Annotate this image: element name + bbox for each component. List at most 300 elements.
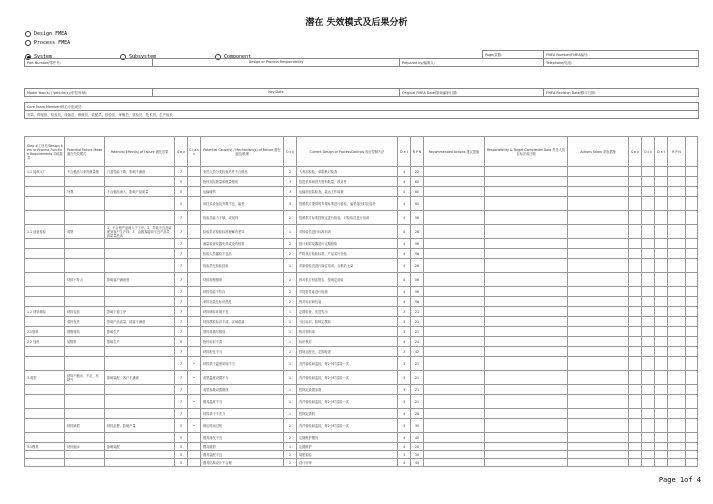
failure-mode-cell[interactable] [65, 297, 105, 307]
occ-cell[interactable]: 1 [284, 409, 297, 419]
empty-cell[interactable] [424, 451, 485, 459]
item-cell[interactable] [25, 395, 65, 409]
empty-cell[interactable] [686, 419, 698, 433]
det-cell[interactable]: 4 [398, 287, 411, 297]
item-cell[interactable] [25, 347, 65, 357]
failure-mode-cell[interactable]: 领错材料 [65, 327, 105, 337]
control-cell[interactable]: 核对标识和包装 [297, 297, 398, 307]
empty-cell[interactable] [655, 211, 668, 225]
class-cell[interactable]: * [188, 371, 201, 385]
empty-cell[interactable] [424, 395, 485, 409]
empty-cell[interactable] [655, 409, 668, 419]
det-cell[interactable]: 3 [398, 357, 411, 371]
rpn-cell[interactable]: 28 [411, 409, 424, 419]
empty-cell[interactable] [424, 307, 485, 317]
det-cell[interactable]: 3 [398, 307, 411, 317]
sev-cell[interactable]: 7 [175, 395, 188, 409]
class-cell[interactable] [188, 225, 201, 239]
empty-cell[interactable] [642, 317, 655, 327]
empty-cell[interactable] [642, 177, 655, 187]
empty-cell[interactable] [485, 395, 568, 409]
rpn-cell[interactable]: 21 [411, 357, 424, 371]
empty-cell[interactable] [629, 297, 642, 307]
empty-cell[interactable] [668, 395, 686, 409]
empty-cell[interactable] [686, 297, 698, 307]
cause-cell[interactable]: 材料规格错误 [201, 273, 284, 287]
empty-cell[interactable] [642, 395, 655, 409]
empty-cell[interactable] [568, 307, 629, 317]
occ-cell[interactable]: 1 [284, 385, 297, 395]
class-cell[interactable] [188, 197, 201, 211]
failure-mode-cell[interactable] [65, 177, 105, 187]
det-cell[interactable]: 3 [398, 327, 411, 337]
cause-cell[interactable]: 检验员对检验标准理解有差异 [201, 225, 284, 239]
det-cell[interactable]: 3 [398, 347, 411, 357]
cause-cell[interactable]: 物料标识不清 [201, 337, 284, 347]
rpn-cell[interactable]: 30 [411, 451, 424, 459]
failure-mode-cell[interactable] [65, 385, 105, 395]
occ-cell[interactable]: 3 [284, 197, 297, 211]
control-cell[interactable]: 分区标识，按规定摆放 [297, 317, 398, 327]
item-cell[interactable]: 3.1模具 [25, 443, 65, 451]
failure-mode-cell[interactable] [65, 433, 105, 443]
det-cell[interactable]: 3 [398, 317, 411, 327]
cause-cell[interactable]: 成型温度设置不当 [201, 371, 284, 385]
empty-cell[interactable] [655, 249, 668, 259]
empty-cell[interactable] [686, 167, 698, 177]
det-cell[interactable]: 4 [398, 337, 411, 347]
sev-cell[interactable]: 7 [175, 327, 188, 337]
effect-cell[interactable]: 影响产品质量，顾客不满意 [105, 317, 175, 327]
empty-cell[interactable] [485, 287, 568, 297]
empty-cell[interactable] [629, 197, 642, 211]
empty-cell[interactable] [485, 297, 568, 307]
effect-cell[interactable] [105, 249, 175, 259]
item-cell[interactable]: 3.成型 [25, 371, 65, 385]
empty-cell[interactable] [655, 371, 668, 385]
rpn-cell[interactable]: 60 [411, 197, 424, 211]
empty-cell[interactable] [655, 177, 668, 187]
empty-cell[interactable] [655, 433, 668, 443]
effect-cell[interactable] [105, 297, 175, 307]
cause-cell[interactable]: 模具装配不良 [201, 451, 284, 459]
det-cell[interactable]: 4 [398, 297, 411, 307]
effect-cell[interactable] [105, 385, 175, 395]
empty-cell[interactable] [655, 297, 668, 307]
class-cell[interactable] [188, 443, 201, 451]
item-cell[interactable] [25, 197, 65, 211]
empty-cell[interactable] [668, 443, 686, 451]
sev-cell[interactable]: 7 [175, 385, 188, 395]
sev-cell[interactable]: 7 [175, 225, 188, 239]
empty-cell[interactable] [485, 249, 568, 259]
empty-cell[interactable] [629, 443, 642, 451]
part-number-field[interactable]: Part Number/零件号: [25, 59, 153, 67]
empty-cell[interactable] [668, 337, 686, 347]
effect-cell[interactable] [105, 211, 175, 225]
empty-cell[interactable] [485, 433, 568, 443]
sev-cell[interactable]: 5 [175, 419, 188, 433]
empty-cell[interactable] [642, 371, 655, 385]
effect-cell[interactable] [105, 357, 175, 371]
empty-cell[interactable] [485, 239, 568, 249]
det-cell[interactable]: 4 [398, 167, 411, 177]
control-cell[interactable]: 按规定设置参数 [297, 385, 398, 395]
empty-cell[interactable] [424, 249, 485, 259]
empty-cell[interactable] [424, 259, 485, 273]
empty-cell[interactable] [668, 177, 686, 187]
empty-cell[interactable] [655, 443, 668, 451]
empty-cell[interactable] [629, 395, 642, 409]
effect-cell[interactable] [105, 451, 175, 459]
class-cell[interactable] [188, 327, 201, 337]
rpn-cell[interactable]: 56 [411, 273, 424, 287]
effect-cell[interactable]: 影响生产 [105, 327, 175, 337]
empty-cell[interactable] [424, 443, 485, 451]
rpn-cell[interactable]: 56 [411, 211, 424, 225]
empty-cell[interactable] [655, 287, 668, 297]
control-cell[interactable]: 按计划对仪器进行定期校验 [297, 239, 398, 249]
class-cell[interactable] [188, 317, 201, 327]
control-cell[interactable]: 首件检验和巡检，每2小时巡检一次 [297, 357, 398, 371]
effect-cell[interactable]: 影响客户满意度 [105, 273, 175, 287]
rpn-cell[interactable]: 56 [411, 249, 424, 259]
empty-cell[interactable] [424, 433, 485, 443]
control-cell[interactable]: 首件检验和巡检，每2小时巡检一次 [297, 395, 398, 409]
failure-mode-cell[interactable] [65, 211, 105, 225]
control-cell[interactable]: 定期检查，先进先出 [297, 307, 398, 317]
empty-cell[interactable] [668, 187, 686, 197]
design-fmea-option[interactable] [25, 31, 67, 37]
rpn-cell[interactable]: 21 [411, 307, 424, 317]
empty-cell[interactable] [642, 211, 655, 225]
item-cell[interactable] [25, 259, 65, 273]
effect-cell[interactable]: 门盖性能下降，影响不满意 [105, 167, 175, 177]
occ-cell[interactable]: 1 [284, 225, 297, 239]
control-cell[interactable]: 按规定烘料 [297, 409, 398, 419]
empty-cell[interactable] [655, 395, 668, 409]
empty-cell[interactable] [668, 287, 686, 297]
empty-cell[interactable] [568, 259, 629, 273]
sev-cell[interactable]: 7 [175, 307, 188, 317]
effect-cell[interactable] [105, 259, 175, 273]
det-cell[interactable]: 4 [398, 459, 411, 467]
control-cell[interactable]: 标识核对 [297, 337, 398, 347]
occ-cell[interactable]: 2 [284, 239, 297, 249]
empty-cell[interactable] [485, 371, 568, 385]
control-cell[interactable]: 对材料性能进行检测 [297, 287, 398, 297]
empty-cell[interactable] [629, 211, 642, 225]
item-cell[interactable]: 2.2 加料 [25, 337, 65, 347]
empty-cell[interactable] [629, 433, 642, 443]
empty-cell[interactable] [629, 167, 642, 177]
control-cell[interactable]: 按规定配比，定期检查 [297, 347, 398, 357]
item-cell[interactable] [25, 211, 65, 225]
cause-cell[interactable]: 模具磨损 [201, 443, 284, 451]
empty-cell[interactable] [686, 177, 698, 187]
empty-cell[interactable] [655, 419, 668, 433]
empty-cell[interactable] [485, 409, 568, 419]
empty-cell[interactable] [686, 357, 698, 371]
control-cell[interactable]: 对检验员进行标准培训 [297, 225, 398, 239]
empty-cell[interactable] [568, 187, 629, 197]
det-cell[interactable]: 4 [398, 197, 411, 211]
empty-cell[interactable] [686, 443, 698, 451]
empty-cell[interactable] [642, 419, 655, 433]
empty-cell[interactable] [629, 371, 642, 385]
cause-cell[interactable]: 运输碰伤 [201, 187, 284, 197]
class-cell[interactable] [188, 259, 201, 273]
empty-cell[interactable] [668, 317, 686, 327]
sev-cell[interactable]: 7 [175, 357, 188, 371]
empty-cell[interactable] [655, 167, 668, 177]
empty-cell[interactable] [629, 273, 642, 287]
det-cell[interactable]: 3 [398, 419, 411, 433]
empty-cell[interactable] [568, 239, 629, 249]
empty-cell[interactable] [485, 167, 568, 177]
empty-cell[interactable] [629, 187, 642, 197]
rpn-cell[interactable]: 21 [411, 385, 424, 395]
item-cell[interactable] [25, 187, 65, 197]
rpn-cell[interactable]: 22 [411, 167, 424, 177]
empty-cell[interactable] [642, 239, 655, 249]
control-cell[interactable]: 首件检验和巡检，每2小时巡检一次 [297, 371, 398, 385]
cause-cell[interactable]: 检验员能力不够，或误判 [201, 211, 284, 225]
prepared-by-field[interactable]: Prepared by/编制人: [400, 59, 544, 67]
empty-cell[interactable] [668, 451, 686, 459]
class-cell[interactable] [188, 177, 201, 187]
item-cell[interactable] [25, 419, 65, 433]
effect-cell[interactable] [105, 287, 175, 297]
empty-cell[interactable] [485, 177, 568, 187]
empty-cell[interactable] [655, 451, 668, 459]
empty-cell[interactable] [686, 249, 698, 259]
class-cell[interactable] [188, 409, 201, 419]
failure-mode-cell[interactable] [65, 287, 105, 297]
det-cell[interactable]: 3 [398, 395, 411, 409]
effect-cell[interactable]: 1、不合格产品流入下工序；2、导致不良品装配到客户生产线；3、由顾客接收不良产品导致质量投诉 [105, 225, 175, 239]
det-cell[interactable]: 4 [398, 211, 411, 225]
occ-cell[interactable]: 2 [284, 249, 297, 259]
empty-cell[interactable] [686, 433, 698, 443]
class-cell[interactable] [188, 385, 201, 395]
empty-cell[interactable] [424, 409, 485, 419]
empty-cell[interactable] [485, 337, 568, 347]
empty-cell[interactable] [485, 211, 568, 225]
rpn-cell[interactable]: 20 [411, 443, 424, 451]
key-date-field[interactable]: Key Date [153, 89, 400, 97]
empty-cell[interactable] [642, 187, 655, 197]
control-cell[interactable]: 定期维护模具 [297, 433, 398, 443]
sev-cell[interactable]: 7 [175, 317, 188, 327]
item-cell[interactable] [25, 409, 65, 419]
empty-cell[interactable] [655, 307, 668, 317]
occ-cell[interactable]: 1 [284, 395, 297, 409]
sev-cell[interactable]: 7 [175, 239, 188, 249]
effect-cell[interactable] [105, 239, 175, 249]
class-cell[interactable] [188, 249, 201, 259]
failure-mode-cell[interactable]: 外观 [65, 187, 105, 197]
cause-cell[interactable]: 材料配比不当 [201, 347, 284, 357]
empty-cell[interactable] [568, 459, 629, 467]
item-cell[interactable]: 1.1 接收入厂 [25, 167, 65, 177]
empty-cell[interactable] [668, 297, 686, 307]
class-cell[interactable] [188, 433, 201, 443]
occ-cell[interactable]: 1 [284, 357, 297, 371]
class-cell[interactable] [188, 187, 201, 197]
rpn-cell[interactable]: 21 [411, 395, 424, 409]
empty-cell[interactable] [655, 385, 668, 395]
empty-cell[interactable] [485, 225, 568, 239]
control-cell[interactable]: 按进货单和供方资料数量，核对件 [297, 177, 398, 187]
empty-cell[interactable] [686, 385, 698, 395]
empty-cell[interactable] [642, 287, 655, 297]
item-cell[interactable]: 1.1 设备检验 [25, 225, 65, 239]
sev-cell[interactable]: 7 [175, 249, 188, 259]
cause-cell[interactable]: 保压时间过短 [201, 419, 284, 433]
empty-cell[interactable] [568, 409, 629, 419]
cause-cell[interactable]: 模具温度不当 [201, 395, 284, 409]
empty-cell[interactable] [568, 433, 629, 443]
failure-mode-cell[interactable]: 材料变质 [65, 307, 105, 317]
empty-cell[interactable] [655, 187, 668, 197]
effect-cell[interactable] [105, 177, 175, 187]
empty-cell[interactable] [686, 307, 698, 317]
empty-cell[interactable] [668, 259, 686, 273]
empty-cell[interactable] [424, 225, 485, 239]
empty-cell[interactable] [485, 273, 568, 287]
occ-cell[interactable]: 2 [284, 451, 297, 459]
empty-cell[interactable] [642, 337, 655, 347]
item-cell[interactable] [25, 357, 65, 371]
failure-mode-cell[interactable] [65, 347, 105, 357]
control-cell[interactable]: 入库前检验，单据核对检查 [297, 167, 398, 177]
empty-cell[interactable] [686, 347, 698, 357]
empty-cell[interactable] [568, 249, 629, 259]
empty-cell[interactable] [668, 273, 686, 287]
cause-cell[interactable]: 物料实际数量和数量错误 [201, 177, 284, 187]
det-cell[interactable]: 3 [398, 385, 411, 395]
empty-cell[interactable] [686, 187, 698, 197]
empty-cell[interactable] [686, 197, 698, 211]
control-cell[interactable]: 运输前包装检查，装运工作检查 [297, 187, 398, 197]
empty-cell[interactable] [424, 419, 485, 433]
empty-cell[interactable] [424, 459, 485, 467]
empty-cell[interactable] [668, 433, 686, 443]
effect-cell[interactable]: 影响生产 [105, 337, 175, 347]
occ-cell[interactable]: 2 [284, 419, 297, 433]
empty-cell[interactable] [642, 225, 655, 239]
cause-cell[interactable]: 测量检查仪器失效或没有校准 [201, 239, 284, 249]
empty-cell[interactable] [668, 371, 686, 385]
empty-cell[interactable] [568, 395, 629, 409]
cause-cell[interactable]: 模具结构设计不合理 [201, 459, 284, 467]
class-cell[interactable] [188, 459, 201, 467]
empty-cell[interactable] [424, 317, 485, 327]
class-cell[interactable] [188, 211, 201, 225]
item-cell[interactable] [25, 239, 65, 249]
empty-cell[interactable] [424, 357, 485, 371]
empty-cell[interactable] [686, 459, 698, 467]
item-cell[interactable] [25, 297, 65, 307]
empty-cell[interactable] [686, 409, 698, 419]
empty-cell[interactable] [629, 327, 642, 337]
empty-cell[interactable] [424, 327, 485, 337]
item-cell[interactable]: 2.1领料 [25, 327, 65, 337]
empty-cell[interactable] [655, 225, 668, 239]
det-cell[interactable]: 4 [398, 177, 411, 187]
control-cell[interactable]: 装配检验 [297, 451, 398, 459]
empty-cell[interactable] [629, 409, 642, 419]
occ-cell[interactable]: 1 [284, 307, 297, 317]
effect-cell[interactable]: 材料浪费，影响产量 [105, 419, 175, 433]
failure-mode-cell[interactable] [65, 451, 105, 459]
rpn-cell[interactable]: 21 [411, 317, 424, 327]
class-cell[interactable] [188, 287, 201, 297]
rpn-cell[interactable]: 21 [411, 371, 424, 385]
empty-cell[interactable] [568, 337, 629, 347]
empty-cell[interactable] [485, 357, 568, 371]
empty-cell[interactable] [642, 459, 655, 467]
item-cell[interactable] [25, 451, 65, 459]
empty-cell[interactable] [642, 167, 655, 177]
empty-cell[interactable] [642, 451, 655, 459]
empty-cell[interactable] [686, 395, 698, 409]
empty-cell[interactable] [668, 249, 686, 259]
empty-cell[interactable] [485, 385, 568, 395]
cause-cell[interactable]: 检验员无检验经验 [201, 259, 284, 273]
sev-cell[interactable]: 7 [175, 211, 188, 225]
empty-cell[interactable] [642, 249, 655, 259]
cause-cell[interactable]: 成型参数设置错误 [201, 385, 284, 395]
class-cell[interactable] [188, 167, 201, 177]
empty-cell[interactable] [668, 459, 686, 467]
empty-cell[interactable] [568, 225, 629, 239]
sev-cell[interactable]: 7 [175, 409, 188, 419]
empty-cell[interactable] [642, 297, 655, 307]
rpn-cell[interactable]: 28 [411, 259, 424, 273]
empty-cell[interactable] [424, 337, 485, 347]
item-cell[interactable] [25, 273, 65, 287]
empty-cell[interactable] [424, 197, 485, 211]
det-cell[interactable]: 4 [398, 225, 411, 239]
empty-cell[interactable] [424, 371, 485, 385]
cause-cell[interactable]: 用技术设备及外观不良，偏差 [201, 197, 284, 211]
item-cell[interactable] [25, 177, 65, 187]
empty-cell[interactable] [485, 347, 568, 357]
empty-cell[interactable] [686, 317, 698, 327]
det-cell[interactable]: 3 [398, 451, 411, 459]
control-cell[interactable]: 核对供方材质报告，按规定检验 [297, 273, 398, 287]
process-fmea-radio-icon[interactable] [25, 40, 31, 46]
empty-cell[interactable] [568, 167, 629, 177]
occ-cell[interactable]: 2 [284, 287, 297, 297]
occ-cell[interactable]: 2 [284, 459, 297, 467]
effect-cell[interactable]: 影响装配，客户不满意 [105, 371, 175, 385]
empty-cell[interactable] [424, 385, 485, 395]
empty-cell[interactable] [655, 317, 668, 327]
failure-mode-cell[interactable] [65, 259, 105, 273]
page-field[interactable]: Page/页数: [483, 51, 544, 59]
empty-cell[interactable] [629, 239, 642, 249]
effect-cell[interactable] [105, 459, 175, 467]
sev-cell[interactable]: 6 [175, 337, 188, 347]
empty-cell[interactable] [629, 307, 642, 317]
rpn-cell[interactable]: 56 [411, 297, 424, 307]
item-cell[interactable] [25, 317, 65, 327]
fmea-number-field[interactable]: FMEA Number/FMEA编号: [544, 51, 699, 59]
class-cell[interactable]: * [188, 357, 201, 371]
